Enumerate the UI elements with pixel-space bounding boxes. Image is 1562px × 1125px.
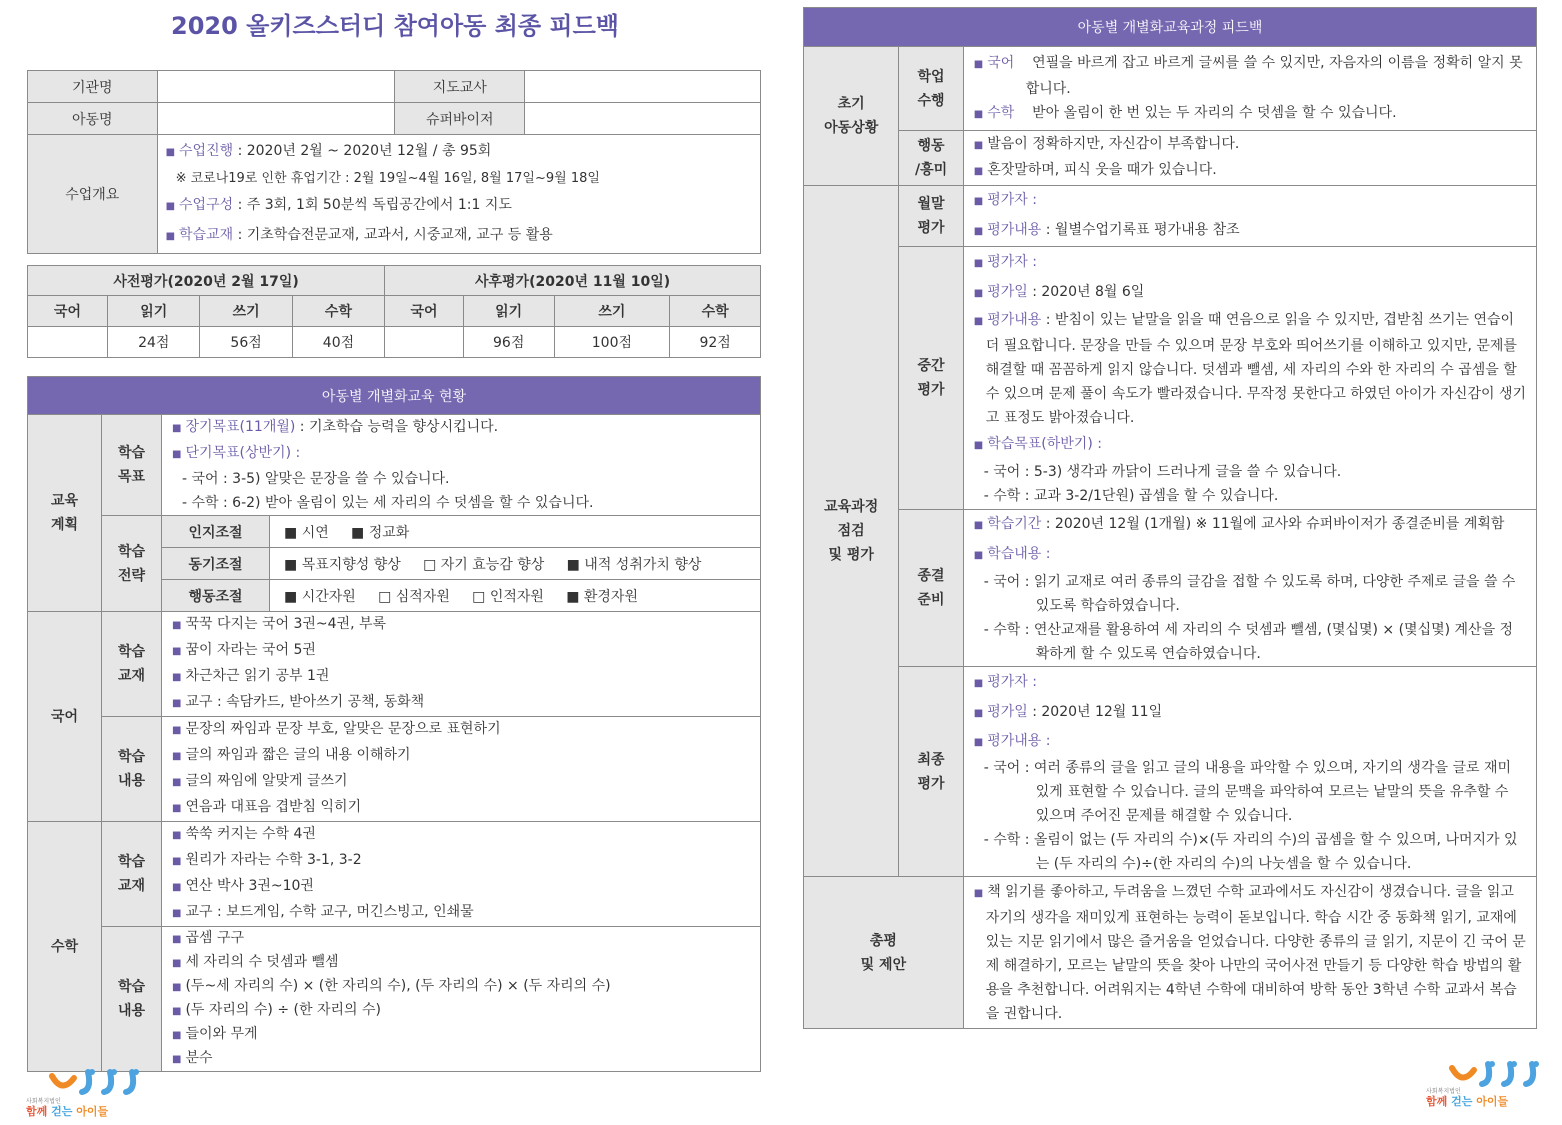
- checkbox-icon: □: [423, 556, 437, 573]
- info-table: [27, 70, 761, 254]
- mid-content: ■ 평가자 : ■ 평가일 : 2020년 8월 6일 ■ 평가내용 : 받침이 있는 낱말을 읽을 때 연음으로 읽을 수 있지만, 겹받침 쓰기는 연습이 더 필요합니다. 문장을 만들 수 있으며 문장 부호와 띄어쓰기를 이해하고 있지만, 문제를 해결할 때 꼼꼼하게 읽지 않습니다. 덧셈과 뺄셈, 세 자리의 수와 한 자리의 수 곱셈을 할 수 있으며 문제 풀이 속도가 빨라졌습니다. 무작정 못한다고 하였던 아이가 자신감이 생기 고 표정도 밝아졌습니다. ■ 학습목표(하반기) : - 국어 : 5-3) 생각과 까닭이 드러나게 글을 쓸 수 있습니다. - 수학 : 교과 3-2/1단원) 곱셈을 할 수 있습니다.: [963, 247, 1536, 510]
- goal-item: - 수학 : 교과 3-2/1단원) 곱셈을 할 수 있습니다.: [983, 488, 1279, 504]
- status-title: 아동별 개별화교육 현황: [28, 377, 761, 415]
- monthly-content: ■ 평가자 : ■ 평가내용 : 월별수업기록표 평가내용 참조: [963, 186, 1536, 247]
- math-materials: ■ 쑥쑥 커지는 수학 4권 ■ 원리가 자라는 수학 3-1, 3-2 ■ 연산 박사 3권~10권 ■ 교구 : 보드게임, 수학 교구, 머긴스빙고, 인쇄물: [162, 822, 761, 927]
- list-item: (두~세 자리의 수) × (한 자리의 수), (두 자리의 수) × (두 자리의 수): [185, 978, 611, 994]
- math-material-label: 학습 교재: [102, 822, 162, 927]
- list-item: 꾹꾹 다지는 국어 3권~4권, 부록: [185, 616, 387, 632]
- content-line: : 받침이 있는 낱말을 읽을 때 연음으로 읽을 수 있지만, 겹받침 쓰기는 연습이: [1041, 312, 1515, 328]
- summary-label: 총평 및 제안: [804, 877, 964, 1029]
- agency-label: 기관명: [28, 71, 158, 103]
- behavior-label: 행동 /흥미: [899, 131, 963, 186]
- list-item: 들이와 무게: [185, 1026, 258, 1042]
- content-line: - 국어 : 여러 종류의 글을 읽고 글의 내용을 파악할 수 있으며, 자기의 생각을 글로 재미: [983, 759, 1511, 776]
- content-line: 확하게 할 수 있도록 연습하였습니다.: [1035, 646, 1261, 662]
- final-label: 최종 평가: [899, 667, 963, 877]
- logo-org-small: 사회복지법인: [26, 1098, 61, 1105]
- goal-label: 학습목표(하반기) :: [987, 436, 1102, 452]
- content-label: 평가내용: [987, 312, 1042, 328]
- logo-name: [26, 1103, 108, 1119]
- logo-name-b: 걷는: [47, 1105, 77, 1118]
- strategy-name: 동기조절: [162, 548, 270, 580]
- date-label: 평가일: [987, 284, 1028, 300]
- prep-content: ■ 학습기간 : 2020년 12월 (1개월) ※ 11월에 교사와 슈퍼바이저가 종결준비를 계획함 ■ 학습내용 : - 국어 : 읽기 교재로 여러 종류의 글감을 접할 수 있도록 하며, 다양한 주제로 글을 쓸 수 있도록 학습하였습니다. - 수학 : 연산교재를 활용하여 세 자리의 수 덧셈과 뺄셈, (몇십몇) × (몇십몇) 계산을 정 확하게 할 수 있도록 연습하였습니다.: [963, 510, 1536, 667]
- content-line: 더 필요합니다. 문장을 만들 수 있으며 문장 부호와 띄어쓰기를 이해하고 있지만, 문제를: [985, 338, 1517, 354]
- strategy-option: 시간자원: [301, 588, 356, 605]
- behavior-content: ■ 발음이 정확하지만, 자신감이 부족합니다. ■ 혼잣말하며, 피식 웃을 때가 있습니다.: [963, 131, 1536, 186]
- monthly-label: 월말 평가: [899, 186, 963, 247]
- eval-score: 100점: [554, 327, 670, 358]
- materials-label: 학습교재: [179, 227, 234, 243]
- goal-content: ■ 장기목표(11개월) : 기초학습 능력을 향상시킵니다. ■ 단기목표(상반기) : - 국어 : 3-5) 알맞은 문장을 쓸 수 있습니다. - 수학 : 6-2) 받아 올림이 있는 세 자리의 수 덧셈을 할 수 있습니다.: [162, 415, 761, 516]
- child-label: 아동명: [28, 103, 158, 135]
- strategy-options: [270, 580, 761, 612]
- list-item: 문장의 짜임과 문장 부호, 알맞은 문장으로 표현하기: [185, 721, 501, 737]
- feedback-table: [803, 7, 1537, 1029]
- logo-name-a: 함께: [1426, 1095, 1448, 1108]
- date-text: : 2020년 8월 6일: [1027, 284, 1145, 300]
- period-text: : 2020년 12월 (1개월) ※ 11월에 교사와 슈퍼바이저가 종결준비를 계획함: [1041, 516, 1505, 532]
- content-line: - 수학 : 올림이 없는 (두 자리의 수)×(두 자리의 수)의 곱셈을 할 수 있으며, 나머지가 있: [983, 831, 1518, 848]
- list-item: (두 자리의 수) ÷ (한 자리의 수): [185, 1002, 381, 1018]
- evaluator-label: 평가자 :: [987, 673, 1037, 690]
- child-value: [157, 103, 395, 135]
- logo-name-b: 걷는: [1447, 1095, 1477, 1108]
- strategy-label: 학습 전략: [102, 516, 162, 612]
- content-line: 수 있으며 문제 풀이 속도가 빨라졌습니다. 무작정 못한다고 하였던 아이가 자신감이 생기: [985, 386, 1526, 402]
- supervisor-value: [525, 103, 761, 135]
- strategy-option: 환경자원: [583, 588, 638, 605]
- checkbox-icon: ■: [566, 588, 580, 605]
- eval-col-header: 읽기: [108, 296, 200, 327]
- structure-text: : 주 3회, 1회 50분씩 독립공간에서 1:1 지도: [233, 197, 512, 213]
- strategy-name: 인지조절: [162, 516, 270, 548]
- summary-line: 을 권합니다.: [985, 1005, 1063, 1022]
- curriculum-label: 교육과정 점검 및 평가: [804, 186, 899, 877]
- list-item: 세 자리의 수 덧셈과 뺄셈: [185, 954, 339, 970]
- math-label: 수학: [28, 822, 102, 1072]
- list-item: 혼잣말하며, 피식 웃을 때가 있습니다.: [987, 162, 1217, 178]
- eval-score: [28, 327, 108, 358]
- checkbox-icon: ■: [284, 588, 298, 605]
- content-label: 평가내용 :: [987, 732, 1051, 749]
- content-line: - 수학 : 연산교재를 활용하여 세 자리의 수 덧셈과 뺄셈, (몇십몇) × (몇십몇) 계산을 정: [983, 622, 1514, 638]
- checkbox-icon: ■: [351, 524, 365, 541]
- supervisor-label: 슈퍼바이저: [395, 103, 525, 135]
- eval-score: 96점: [463, 327, 554, 358]
- kor-contents: ■ 문장의 짜임과 문장 부호, 알맞은 문장으로 표현하기 ■ 글의 짜임과 짧은 글의 내용 이해하기 ■ 글의 짜임에 알맞게 글쓰기 ■ 연음과 대표음 겹받침 익히기: [162, 717, 761, 822]
- list-item: 쑥쑥 커지는 수학 4권: [185, 826, 316, 842]
- eval-score: 40점: [292, 327, 384, 358]
- eval-score: 24점: [108, 327, 200, 358]
- prep-label: 종결 준비: [899, 510, 963, 667]
- covid-note: ※ 코로나19로 인한 휴업기간 : 2월 19일~4월 16일, 8월 17일~9월 18일: [175, 171, 600, 186]
- teacher-label: 지도교사: [395, 71, 525, 103]
- overview-label: 수업개요: [28, 135, 158, 254]
- strategy-options: [270, 548, 761, 580]
- final-content: ■ 평가자 : ■ 평가일 : 2020년 12월 11일 ■ 평가내용 : - 국어 : 여러 종류의 글을 읽고 글의 내용을 파악할 수 있으며, 자기의 생각을 글로 재미 있게 표현할 수 있습니다. 글의 문맥을 파악하여 모르는 낱말의 뜻을 유추할 수 있으며 주어진 문제를 해결할 수 있습니다. - 수학 : 올림이 없는 (두 자리의 수)×(두 자리의 수)의 곱셈을 할 수 있으며, 나머지가 있 는 (두 자리의 수)÷(한 자리의 수)의 나눗셈을 할 수 있습니다.: [963, 667, 1536, 877]
- math-text: 받아 올림이 한 번 있는 두 자리의 수 덧셈을 할 수 있습니다.: [1032, 104, 1397, 121]
- checkbox-icon: ■: [284, 556, 298, 573]
- kor-text-cont: 합니다.: [1025, 80, 1071, 97]
- logo-figures-icon: [1448, 1060, 1558, 1088]
- date-text: : 2020년 12월 11일: [1027, 703, 1163, 720]
- summary-line: 제 해결하기, 모르는 낱말의 뜻을 찾아 나만의 국어사전 만들기 등 다양한 학습 방법의 활: [985, 957, 1522, 974]
- content-line: 는 (두 자리의 수)÷(한 자리의 수)의 나눗셈을 할 수 있습니다.: [1035, 855, 1412, 872]
- structure-label: 수업구성: [179, 197, 234, 213]
- list-item: 글의 짜임과 짧은 글의 내용 이해하기: [185, 747, 411, 763]
- period-label: 학습기간: [987, 516, 1042, 532]
- agency-value: [157, 71, 395, 103]
- org-logo: [26, 1068, 146, 1120]
- date-label: 평가일: [987, 703, 1028, 720]
- goal-label: 학습 목표: [102, 415, 162, 516]
- org-logo: [1426, 1060, 1546, 1112]
- list-item: 발음이 정확하지만, 자신감이 부족합니다.: [987, 136, 1240, 152]
- progress-label: 수업진행: [179, 143, 234, 159]
- korean-label: 국어: [28, 612, 102, 822]
- math-contents: ■ 곱셈 구구 ■ 세 자리의 수 덧셈과 뺄셈 ■ (두~세 자리의 수) × (한 자리의 수), (두 자리의 수) × (두 자리의 수) ■ (두 자리의 수) ÷ (한 자리의 수) ■ 들이와 무게 ■ 분수: [162, 927, 761, 1072]
- eval-score: [385, 327, 464, 358]
- eval-col-header: 수학: [292, 296, 384, 327]
- initial-label: 초기 아동상황: [804, 47, 899, 186]
- progress-text: : 2020년 2월 ~ 2020년 12월 / 총 95회: [233, 143, 492, 159]
- content-line: 있으며 주어진 문제를 해결할 수 있습니다.: [1035, 807, 1293, 824]
- strategy-option: 인적자원: [489, 588, 544, 605]
- evaluator-label: 평가자 :: [987, 254, 1037, 270]
- kor-materials: ■ 꾹꾹 다지는 국어 3권~4권, 부록 ■ 꿈이 자라는 국어 5권 ■ 차근차근 읽기 공부 1권 ■ 교구 : 속담카드, 받아쓰기 공책, 동화책: [162, 612, 761, 717]
- evaluation-table: [27, 265, 761, 358]
- eval-col-header: 국어: [28, 296, 108, 327]
- strategy-option: 정교화: [368, 524, 410, 541]
- kor-content-label: 학습 내용: [102, 717, 162, 822]
- overview-content: ■ 수업진행 : 2020년 2월 ~ 2020년 12월 / 총 95회 ※ 코로나19로 인한 휴업기간 : 2월 19일~4월 16일, 8월 17일~9월 18일 ■ 수업구성 : 주 3회, 1회 50분씩 독립공간에서 1:1 지도 ■ 학습교재 : 기초학습전문교재, 교과서, 시중교재, 교구 등 활용: [157, 135, 760, 254]
- checkbox-icon: ■: [284, 524, 298, 541]
- summary-line: 자기의 생각을 재미있게 표현하는 능력이 돋보입니다. 학습 시간 중 동화책 읽기, 교재에: [985, 909, 1517, 926]
- long-goal-label: 장기목표(11개월): [185, 419, 296, 435]
- learning-content: ■ 국어 연필을 바르게 잡고 바르게 글씨를 쓸 수 있지만, 자음자의 이름을 정확히 알지 못 합니다. ■ 수학 받아 올림이 한 번 있는 두 자리의 수 덧셈을 할 수 있습니다.: [963, 47, 1536, 131]
- list-item: 연음과 대표음 겹받침 익히기: [185, 799, 362, 815]
- eval-col-header: 쓰기: [200, 296, 292, 327]
- teacher-value: [525, 71, 761, 103]
- logo-name: [1426, 1093, 1508, 1109]
- eval-col-header: 읽기: [463, 296, 554, 327]
- content-line: - 국어 : 읽기 교재로 여러 종류의 글감을 접할 수 있도록 하며, 다양한 주제로 글을 쓸 수: [983, 574, 1516, 590]
- content-label: 평가내용: [987, 222, 1042, 238]
- list-item: 꿈이 자라는 국어 5권: [185, 642, 316, 658]
- list-item: 글의 짜임에 알맞게 글쓰기: [185, 773, 348, 789]
- list-item: 분수: [185, 1050, 213, 1066]
- long-goal-text: : 기초학습 능력을 향상시킵니다.: [295, 419, 499, 435]
- post-eval-title: 사후평가(2020년 11월 10일): [385, 266, 761, 296]
- strategy-option: 자기 효능감 향상: [440, 556, 545, 573]
- summary-content: ■ 책 읽기를 좋아하고, 두려움을 느꼈던 수학 교과에서도 자신감이 생겼습니다. 글을 읽고 자기의 생각을 재미있게 표현하는 능력이 돋보입니다. 학습 시간 중 동화책 읽기, 교재에 있는 지문 읽기에서 많은 즐거움을 얻었습니다. 다양한 종류의 글 읽기, 지문이 긴 국어 문 제 해결하기, 모르는 낱말의 뜻을 찾아 나만의 국어사전 만들기 등 다양한 학습 방법의 활 용을 추천합니다. 어려워지는 4학년 수학에 대비하여 방학 동안 3학년 수학 교과서 복습 을 권합니다.: [963, 877, 1536, 1029]
- short-goal-item: - 수학 : 6-2) 받아 올림이 있는 세 자리의 수 덧셈을 할 수 있습니다.: [182, 495, 594, 511]
- content-line: 해결할 때 꼼꼼하게 읽지 않습니다. 덧셈과 뺄셈, 세 자리의 수와 한 자리의 수 곱셈을 할: [985, 362, 1517, 378]
- pre-eval-title: 사전평가(2020년 2월 17일): [28, 266, 385, 296]
- list-item: 곱셈 구구: [185, 930, 244, 946]
- summary-line: 있는 지문 읽기에서 많은 즐거움을 얻었습니다. 다양한 종류의 글 읽기, 지문이 긴 국어 문: [985, 933, 1526, 950]
- strategy-option: 심적자원: [395, 588, 450, 605]
- strategy-option: 시연: [301, 524, 329, 541]
- summary-line: 용을 추천합니다. 어려워지는 4학년 수학에 대비하여 방학 동안 3학년 수학 교과서 복습: [985, 981, 1517, 998]
- goal-item: - 국어 : 5-3) 생각과 까닭이 드러나게 글을 쓸 수 있습니다.: [983, 464, 1342, 480]
- evaluator-label: 평가자 :: [987, 192, 1037, 208]
- strategy-option: 목표지향성 향상: [301, 556, 401, 573]
- feedback-title: 아동별 개별화교육과정 피드백: [804, 8, 1537, 47]
- strategy-option: 내적 성취가치 향상: [584, 556, 702, 573]
- short-goal-item: - 국어 : 3-5) 알맞은 문장을 쓸 수 있습니다.: [182, 471, 450, 487]
- list-item: 교구 : 보드게임, 수학 교구, 머긴스빙고, 인쇄물: [185, 904, 474, 920]
- document-title: 2020 올키즈스터디 참여아동 최종 피드백: [171, 12, 619, 40]
- kor-text: 연필을 바르게 잡고 바르게 글씨를 쓸 수 있지만, 자음자의 이름을 정확히 알지 못: [1032, 54, 1523, 71]
- eval-col-header: 국어: [385, 296, 464, 327]
- logo-org-small: 사회복지법인: [1426, 1088, 1461, 1095]
- eval-score: 56점: [200, 327, 292, 358]
- summary-line: 책 읽기를 좋아하고, 두려움을 느꼈던 수학 교과에서도 자신감이 생겼습니다. 글을 읽고: [987, 883, 1514, 900]
- strategy-name: 행동조절: [162, 580, 270, 612]
- checkbox-icon: ■: [566, 556, 580, 573]
- content-line: 고 표정도 밝아졌습니다.: [985, 410, 1135, 426]
- content-line: 있도록 학습하였습니다.: [1035, 598, 1180, 614]
- content-label: 학습내용 :: [987, 546, 1051, 562]
- learning-label: 학업 수행: [899, 47, 963, 131]
- logo-name-c: 아이들: [1476, 1095, 1509, 1108]
- logo-name-a: 함께: [26, 1105, 48, 1118]
- materials-text: : 기초학습전문교재, 교과서, 시중교재, 교구 등 활용: [233, 227, 553, 243]
- mid-label: 중간 평가: [899, 247, 963, 510]
- content-line: 있게 표현할 수 있습니다. 글의 문맥을 파악하여 모르는 낱말의 뜻을 유추할 수: [1035, 783, 1509, 800]
- eval-col-header: 쓰기: [554, 296, 670, 327]
- logo-figures-icon: [48, 1068, 158, 1096]
- strategy-options: [270, 516, 761, 548]
- checkbox-icon: □: [378, 588, 392, 605]
- list-item: 원리가 자라는 수학 3-1, 3-2: [185, 852, 362, 868]
- list-item: 차근차근 읽기 공부 1권: [185, 668, 330, 684]
- list-item: 교구 : 속담카드, 받아쓰기 공책, 동화책: [185, 694, 425, 710]
- status-table: [27, 376, 761, 1072]
- content-text: : 월별수업기록표 평가내용 참조: [1041, 222, 1240, 238]
- kor-tag: 국어: [987, 54, 1015, 71]
- logo-name-c: 아이들: [76, 1105, 109, 1118]
- short-goal-label: 단기목표(상반기) :: [185, 445, 301, 461]
- checkbox-icon: □: [472, 588, 486, 605]
- eval-score: 92점: [670, 327, 761, 358]
- kor-material-label: 학습 교재: [102, 612, 162, 717]
- plan-label: 교육 계획: [28, 415, 102, 612]
- list-item: 연산 박사 3권~10권: [185, 878, 314, 894]
- eval-col-header: 수학: [670, 296, 761, 327]
- math-tag: 수학: [987, 104, 1015, 121]
- math-content-label: 학습 내용: [102, 927, 162, 1072]
